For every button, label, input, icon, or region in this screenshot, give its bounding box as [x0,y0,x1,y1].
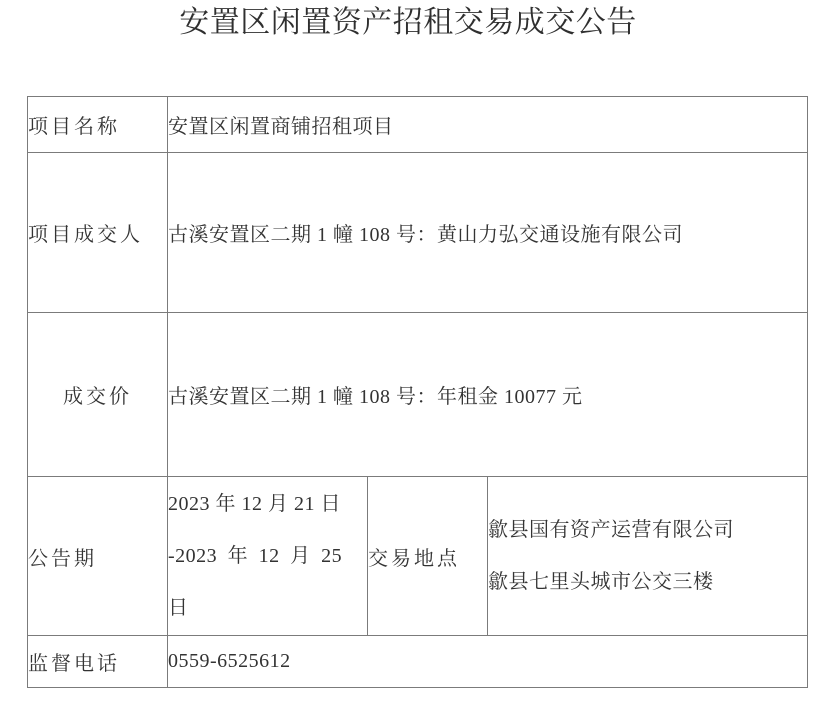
announcement-period-value [168,477,368,636]
row-deal-price [28,313,808,477]
row-announcement-period [28,477,808,636]
announcement-table [27,96,808,688]
transaction-location-label: 交易地点 [368,477,488,636]
period-line-2: -2023 年 12 月 25 [168,545,343,567]
page-title: 安置区闲置资产招租交易成交公告 [179,6,637,39]
row-supervision-phone [28,636,808,688]
location-line-2: 歙县七里头城市公交三楼 [488,571,714,593]
row-project-winner [28,153,808,313]
project-name-value: 安置区闲置商铺招租项目 [168,97,808,153]
project-name-label: 项目名称 [28,97,168,153]
location-line-1: 歙县国有资产运营有限公司 [488,519,734,541]
deal-price-label: 成交价 [28,313,168,477]
period-line-1: 2023 年 12 月 21 日 [168,493,341,515]
supervision-phone-label: 监督电话 [28,636,168,688]
project-winner-label: 项目成交人 [28,153,168,313]
announcement-period-label: 公告期 [28,477,168,636]
deal-price-value: 古溪安置区二期 1 幢 108 号：年租金 10077 元 [168,313,808,477]
transaction-location-value [488,477,808,636]
project-winner-value: 古溪安置区二期 1 幢 108 号：黄山力弘交通设施有限公司 [168,153,808,313]
period-line-3: 日 [168,597,189,619]
supervision-phone-value: 0559-6525612 [168,636,808,688]
row-project-name [28,97,808,153]
